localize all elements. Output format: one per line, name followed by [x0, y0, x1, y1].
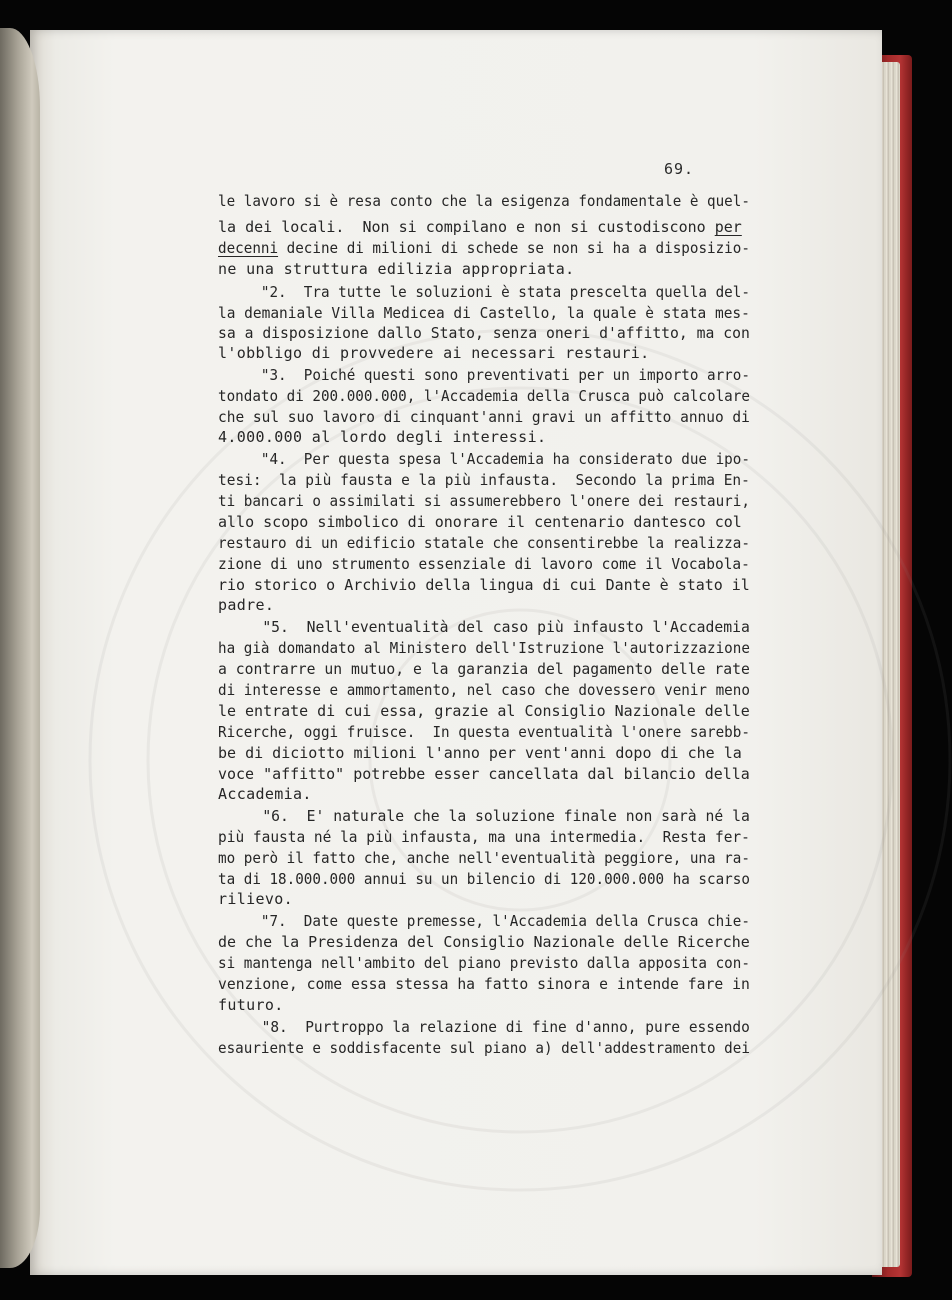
text-line: allo scopo simbolico di onorare il centenario dantesco col — [218, 513, 742, 531]
text-line: restauro di un edificio statale che consentirebbe la realizza- — [218, 534, 750, 552]
text-line: più fausta né la più infausta, ma una intermedia. Resta fer- — [218, 828, 750, 846]
text-line: voce "affitto" potrebbe esser cancellata dal bilancio della — [218, 765, 750, 783]
text-line: la demaniale Villa Medicea di Castello, la quale è stata mes- — [218, 304, 750, 322]
text-line: ne una struttura edilizia appropriata. — [218, 260, 575, 278]
text-line: a contrarre un mutuo, e la garanzia del pagamento delle rate — [218, 660, 750, 678]
text-line: esauriente e soddisfacente sul piano a) dell'addestramento dei — [218, 1039, 750, 1057]
text-line: venzione, come essa stessa ha fatto sinora e intende fare in — [218, 975, 750, 993]
text-line: tesi: la più fausta e la più infausta. Secondo la prima En- — [218, 471, 750, 489]
text-line: si mantenga nell'ambito del piano previsto dalla apposita con- — [218, 954, 750, 972]
text-line: ti bancari o assimilati si assumerebbero l'onere dei restauri, — [218, 492, 750, 510]
underlined-word: per — [714, 218, 742, 236]
page-number: 69. — [664, 160, 695, 178]
facing-page-edge — [0, 28, 40, 1268]
text-line: padre. — [218, 596, 275, 614]
text-line: le entrate di cui essa, grazie al Consiglio Nazionale delle — [218, 702, 750, 720]
text-line: tondato di 200.000.000, l'Accademia della Crusca può calcolare — [218, 387, 750, 405]
text-line: sa a disposizione dallo Stato, senza oneri d'affitto, ma con — [218, 324, 750, 342]
text-line: 4.000.000 al lordo degli interessi. — [218, 428, 547, 446]
text-line: zione di uno strumento essenziale di lavoro come il Vocabola- — [218, 555, 750, 573]
text-line: le lavoro si è resa conto che la esigenza fondamentale è quel- — [218, 192, 750, 210]
text-line: di interesse e ammortamento, nel caso che dovessero venir meno — [218, 681, 750, 699]
text-line: ta di 18.000.000 annui su un bilencio di 120.000.000 ha scarso — [218, 870, 750, 888]
underlined-word: decenni — [218, 239, 279, 257]
text-line: "2. Tra tutte le soluzioni è stata prescelta quella del- — [218, 283, 750, 301]
text-line: "3. Poiché questi sono preventivati per un importo arro- — [218, 366, 750, 384]
text-line: "5. Nell'eventualità del caso più infausto l'Accademia — [218, 618, 750, 636]
text-line: l'obbligo di provvedere ai necessari restauri. — [218, 344, 650, 362]
text-line: "6. E' naturale che la soluzione finale non sarà né la — [218, 807, 750, 825]
text-line: futuro. — [218, 996, 284, 1014]
text-line: rio storico o Archivio della lingua di cui Dante è stato il — [218, 576, 750, 594]
text-line: la dei locali. Non si compilano e non si custodiscono per — [218, 218, 742, 236]
text-line: "8. Purtroppo la relazione di fine d'anno, pure essendo — [218, 1018, 750, 1036]
text-line: de che la Presidenza del Consiglio Nazionale delle Ricerche — [218, 933, 750, 951]
text-line: che sul suo lavoro di cinquant'anni gravi un affitto annuo di — [218, 408, 750, 426]
text-line: mo però il fatto che, anche nell'eventualità peggiore, una ra- — [218, 849, 750, 867]
text-line: be di diciotto milioni l'anno per vent'anni dopo di che la — [218, 744, 742, 762]
text-line: decenni decine di milioni di schede se non si ha a disposizio- — [218, 239, 750, 257]
text-line: "7. Date queste premesse, l'Accademia della Crusca chie- — [218, 912, 750, 930]
text-line: Ricerche, oggi fruisce. In questa eventualità l'onere sarebb- — [218, 723, 750, 741]
text-line: rilievo. — [218, 890, 294, 908]
text-line: ha già domandato al Ministero dell'Istruzione l'autorizzazione — [218, 639, 750, 657]
text-line: Accademia. — [218, 785, 312, 803]
text-line: "4. Per questa spesa l'Accademia ha considerato due ipo- — [218, 450, 750, 468]
